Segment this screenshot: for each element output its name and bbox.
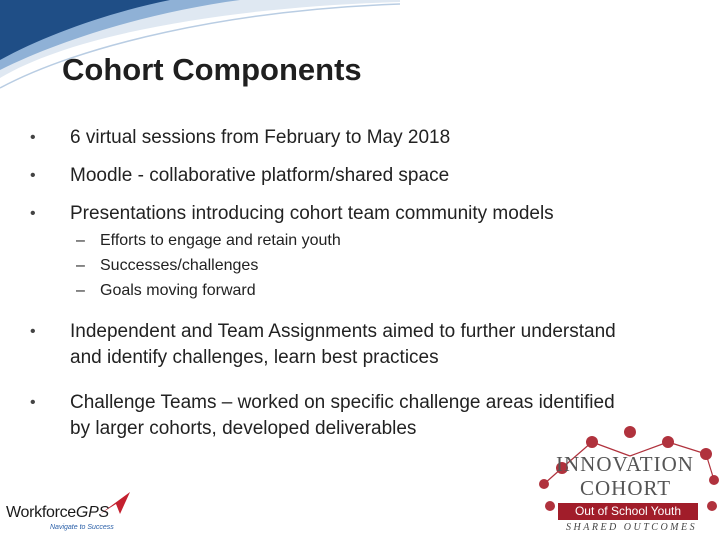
workforcegps-wordmark [6,504,109,522]
workforcegps-name-part1: Workforce [6,504,76,521]
sub-bullet-glyph: – [76,232,85,249]
sub-bullet-glyph: – [76,257,85,274]
innovation-cohort-bottom: SHARED OUTCOMES [566,522,698,533]
sub-bullet-text: Goals moving forward [100,282,256,299]
bullet-item [30,201,630,227]
bullet-text: Presentations introducing cohort team community models [70,203,554,224]
sub-bullet-item [76,228,341,253]
workforcegps-name-part2: GPS [75,504,109,521]
innovation-cohort-logo [538,420,720,540]
sub-bullet-item [76,253,258,278]
bullet-item [30,163,630,189]
workforcegps-tagline: Navigate to Success [50,524,114,531]
bullet-glyph: • [30,205,36,222]
sub-bullet-glyph: – [76,282,85,299]
bullet-glyph: • [30,129,36,146]
sub-bullet-text: Successes/challenges [100,257,259,274]
bullet-text: Challenge Teams – worked on specific challenge areas identified by larger cohorts, developed deliverables [70,392,615,439]
workforcegps-logo [6,490,146,534]
sub-bullet-item [76,278,256,303]
innovation-cohort-line2: COHORT [580,476,672,500]
bullet-glyph: • [30,394,36,411]
bullet-item [30,319,630,371]
bullet-text: Independent and Team Assignments aimed to further understand and identify challenges, learn best practices [70,321,616,368]
bullet-glyph: • [30,167,36,184]
bullet-text: Moodle - collaborative platform/shared space [70,165,450,186]
bullet-text: 6 virtual sessions from February to May 2018 [70,127,451,148]
bullet-glyph: • [30,323,36,340]
sub-bullet-text: Efforts to engage and retain youth [100,232,341,249]
bullet-item [30,125,630,151]
slide-title: Cohort Components [62,52,362,87]
innovation-cohort-band: Out of School Youth [558,503,698,520]
innovation-cohort-line1: INNOVATION [556,452,694,476]
